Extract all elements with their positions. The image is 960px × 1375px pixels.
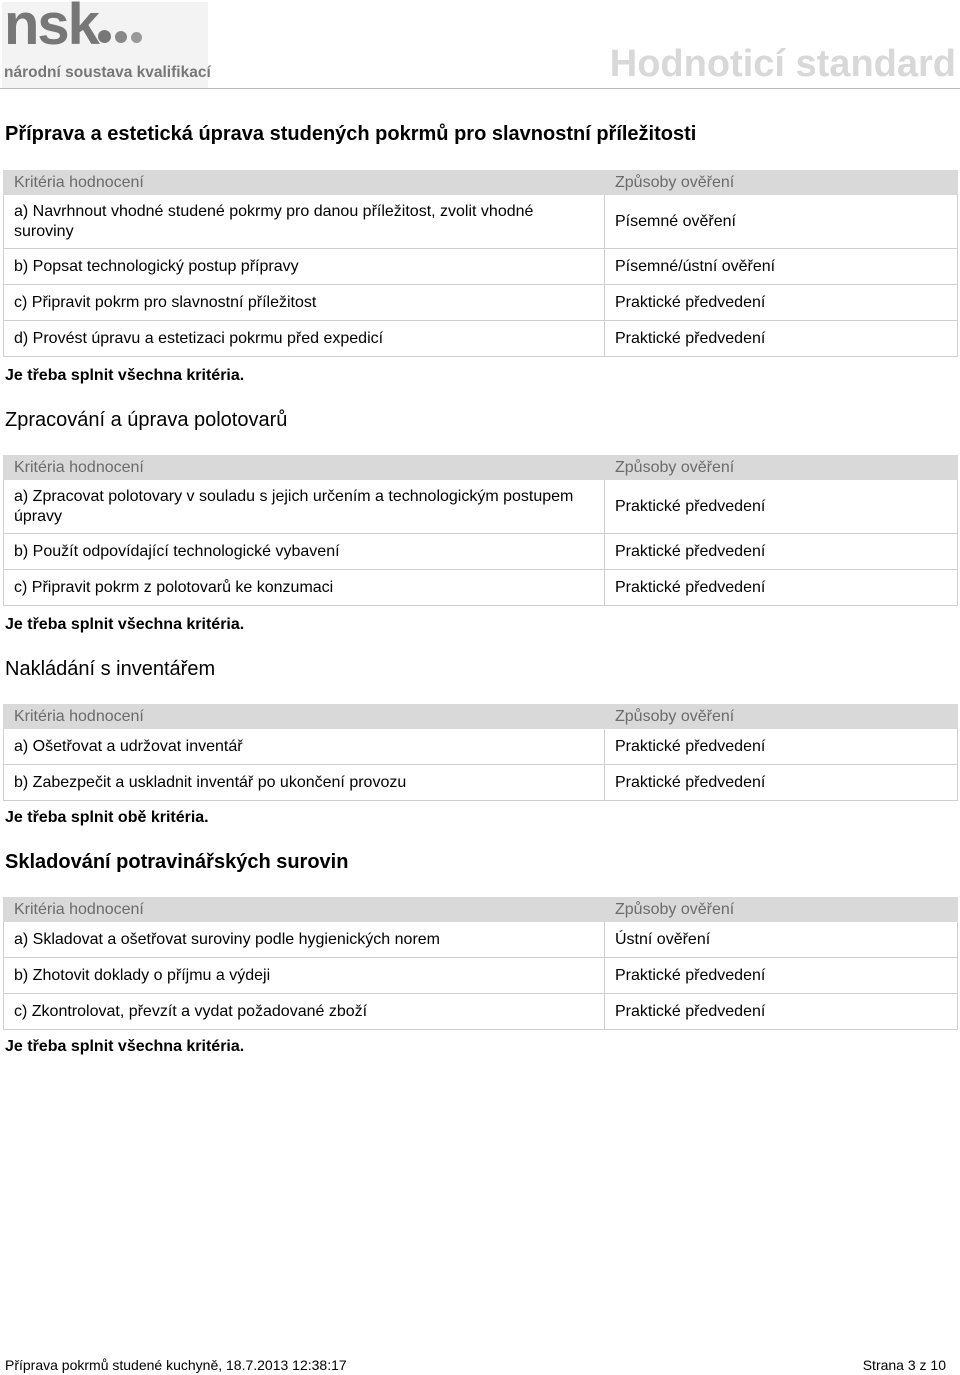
method-cell: Praktické předvedení (605, 321, 958, 357)
logo-wordmark: nsk (4, 0, 98, 57)
section-title: Zpracování a úprava polotovarů (5, 409, 288, 431)
method-column-header: Způsoby ověření (605, 171, 958, 195)
table-row (4, 249, 958, 285)
criterion-cell: d) Provést úpravu a estetizaci pokrmu před expedicí (4, 321, 605, 357)
table-row (4, 480, 958, 534)
header-divider (0, 88, 960, 89)
criterion-cell: c) Připravit pokrm pro slavnostní příležitost (4, 285, 605, 321)
section-title: Nakládání s inventářem (5, 658, 216, 680)
criteria-column-header: Kritéria hodnocení (4, 705, 605, 729)
method-cell: Praktické předvedení (605, 765, 958, 801)
table-header-row (4, 171, 958, 195)
table-row (4, 321, 958, 357)
page-number: Strana 3 z 10 (862, 1357, 946, 1373)
criterion-cell: b) Použít odpovídající technologické vybavení (4, 534, 605, 570)
criterion-cell: b) Popsat technologický postup přípravy (4, 249, 605, 285)
table-row (4, 195, 958, 249)
method-cell: Písemné ověření (605, 195, 958, 249)
method-cell: Praktické předvedení (605, 285, 958, 321)
table-row (4, 285, 958, 321)
criterion-cell: c) Zkontrolovat, převzít a vydat požadované zboží (4, 994, 605, 1030)
page-header (0, 0, 960, 92)
method-cell: Písemné/ústní ověření (605, 249, 958, 285)
criteria-column-header: Kritéria hodnocení (4, 171, 605, 195)
criteria-table (3, 704, 958, 801)
method-cell: Praktické předvedení (605, 958, 958, 994)
requirement-note: Je třeba splnit všechna kritéria. (5, 616, 245, 633)
method-cell: Ústní ověření (605, 922, 958, 958)
method-column-header: Způsoby ověření (605, 898, 958, 922)
table-row (4, 729, 958, 765)
table-row (4, 570, 958, 606)
logo-dots-icon (98, 30, 146, 48)
method-cell: Praktické předvedení (605, 994, 958, 1030)
table-row (4, 765, 958, 801)
criterion-cell: a) Zpracovat polotovary v souladu s jejich určením a technologickým postupem úpravy (4, 480, 605, 534)
criterion-cell: a) Navrhnout vhodné studené pokrmy pro danou příležitost, zvolit vhodné suroviny (4, 195, 605, 249)
criterion-cell: b) Zhotovit doklady o příjmu a výdeji (4, 958, 605, 994)
section-title: Skladování potravinářských surovin (5, 851, 349, 873)
method-column-header: Způsoby ověření (605, 705, 958, 729)
criterion-cell: a) Ošetřovat a udržovat inventář (4, 729, 605, 765)
criteria-table (3, 170, 958, 357)
criteria-table (3, 897, 958, 1030)
requirement-note: Je třeba splnit všechna kritéria. (5, 367, 245, 384)
method-cell: Praktické předvedení (605, 534, 958, 570)
section-title: Příprava a estetická úprava studených pokrmů pro slavnostní příležitosti (5, 123, 697, 145)
criteria-column-header: Kritéria hodnocení (4, 898, 605, 922)
nsk-logo (2, 0, 211, 88)
requirement-note: Je třeba splnit obě kritéria. (5, 809, 209, 826)
criteria-column-header: Kritéria hodnocení (4, 456, 605, 480)
criteria-table (3, 455, 958, 606)
table-row (4, 534, 958, 570)
document-title: Hodnoticí standard (609, 43, 956, 85)
criterion-cell: a) Skladovat a ošetřovat suroviny podle hygienických norem (4, 922, 605, 958)
logo-subtitle: národní soustava kvalifikací (4, 64, 211, 81)
table-row (4, 994, 958, 1030)
table-row (4, 922, 958, 958)
table-header-row (4, 898, 958, 922)
table-row (4, 958, 958, 994)
table-header-row (4, 705, 958, 729)
method-cell: Praktické předvedení (605, 480, 958, 534)
method-cell: Praktické předvedení (605, 570, 958, 606)
method-cell: Praktické předvedení (605, 729, 958, 765)
table-header-row (4, 456, 958, 480)
criterion-cell: b) Zabezpečit a uskladnit inventář po ukončení provozu (4, 765, 605, 801)
method-column-header: Způsoby ověření (605, 456, 958, 480)
requirement-note: Je třeba splnit všechna kritéria. (5, 1038, 245, 1055)
footer-document-info: Příprava pokrmů studené kuchyně, 18.7.2013 12:38:17 (5, 1357, 347, 1373)
criterion-cell: c) Připravit pokrm z polotovarů ke konzumaci (4, 570, 605, 606)
